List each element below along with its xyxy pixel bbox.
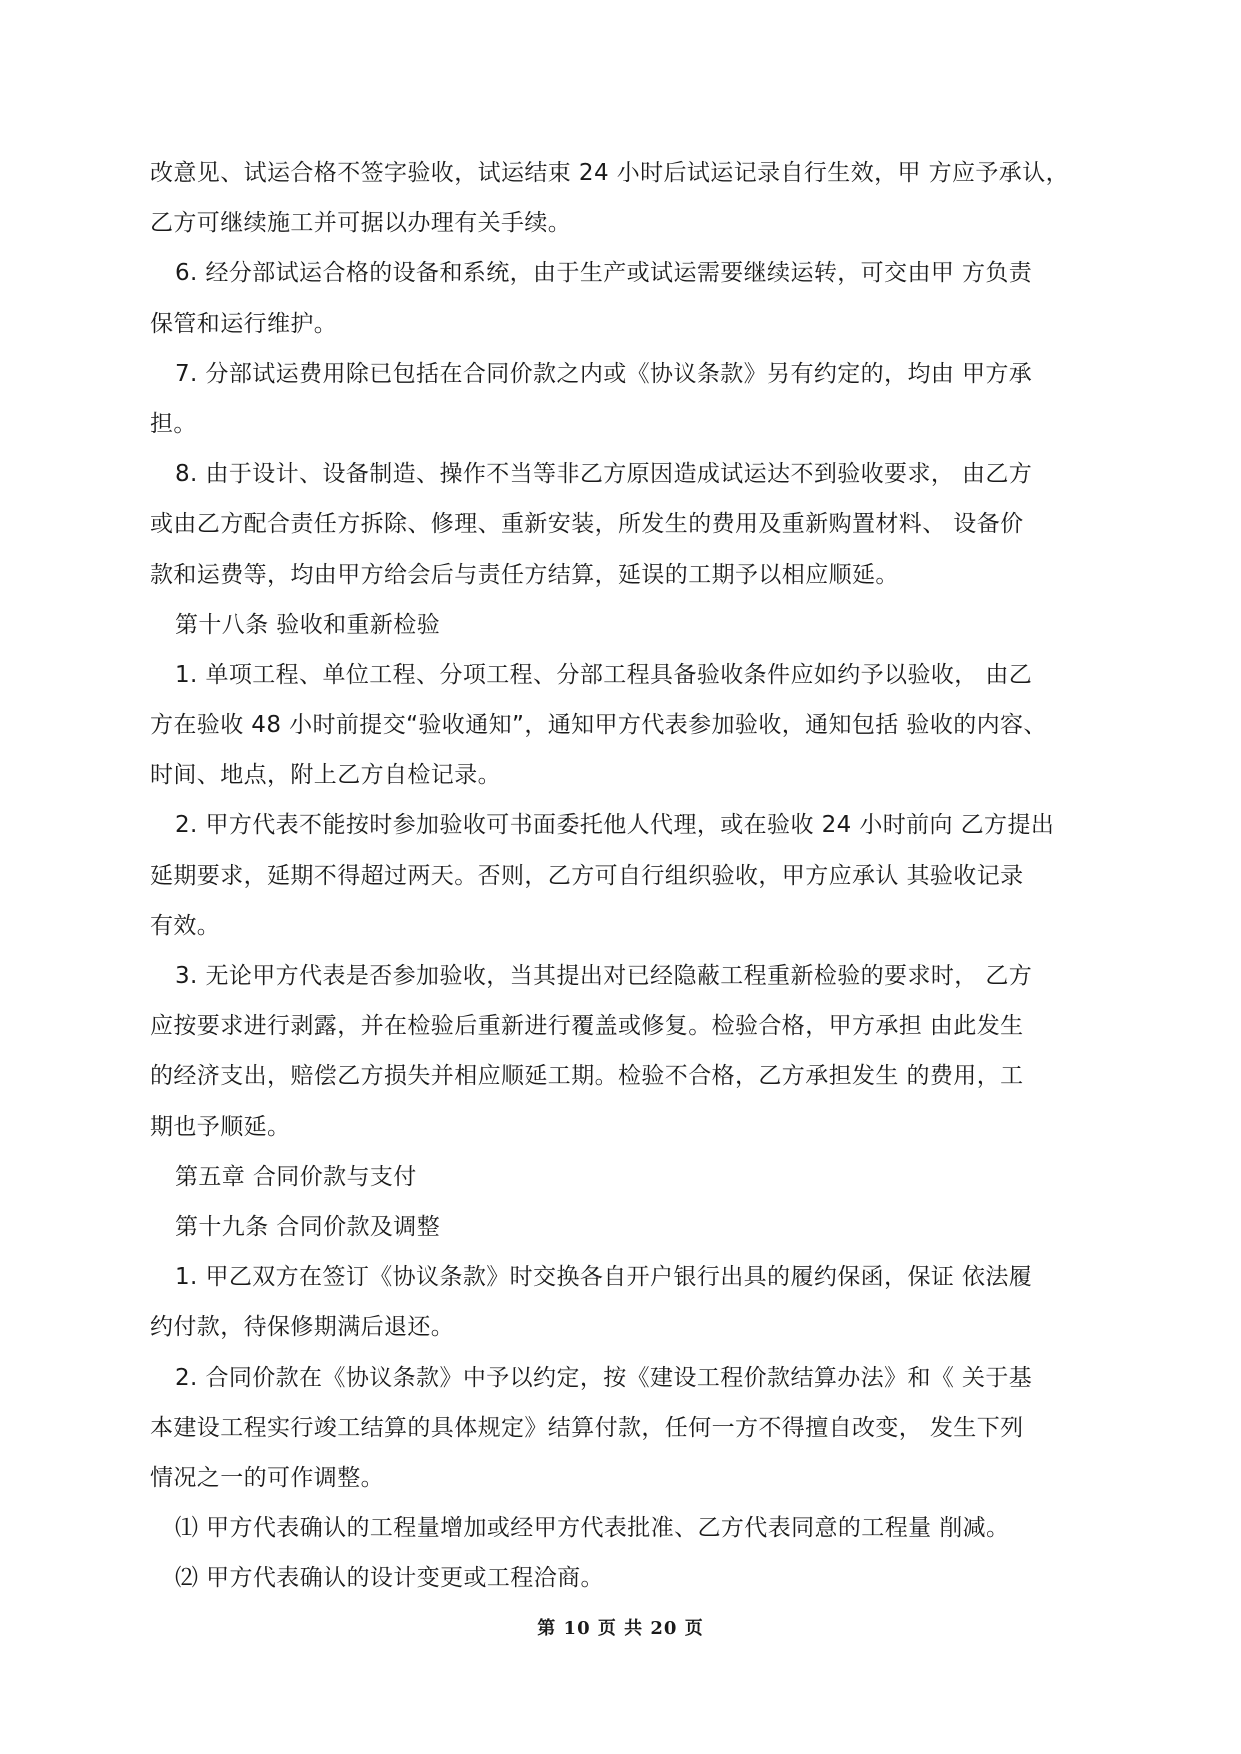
text-line: 2. 合同价款在《协议条款》中予以约定，按《建设工程价款结算办法》和《 关于基: [175, 1364, 1033, 1391]
text-line: 应按要求进行剥露，并在检验后重新进行覆盖或修复。检验合格，甲方承担 由此发生: [150, 1013, 1024, 1040]
text-line: 2. 甲方代表不能按时参加验收可书面委托他人代理，或在验收 24 小时前向 乙方提出: [175, 812, 1055, 839]
text-line: 担。: [150, 410, 197, 437]
page-number-footer: 第 10 页 共 20 页: [537, 1618, 704, 1639]
text-line: 情况之一的可作调整。: [150, 1464, 384, 1491]
text-line: 乙方可继续施工并可据以办理有关手续。: [150, 210, 572, 237]
text-line: 有效。: [150, 912, 221, 939]
text-line: 或由乙方配合责任方拆除、修理、重新安装，所发生的费用及重新购置材料、 设备价: [150, 511, 1024, 538]
text-line: 款和运费等，均由甲方给会后与责任方结算，延误的工期予以相应顺延。: [150, 561, 899, 588]
text-line: 期也予顺延。: [150, 1113, 291, 1140]
text-line: 延期要求，延期不得超过两天。否则，乙方可自行组织验收，甲方应承认 其验收记录: [150, 862, 1024, 889]
text-line: 6. 经分部试运合格的设备和系统，由于生产或试运需要继续运转，可交由甲 方负责: [175, 260, 1033, 287]
section-heading: 第十九条 合同价款及调整: [175, 1213, 441, 1240]
text-line: 改意见、试运合格不签字验收，试运结束 24 小时后试运记录自行生效，甲 方应予承认，: [150, 160, 1069, 186]
list-item: ⑵ 甲方代表确认的设计变更或工程洽商。: [175, 1565, 604, 1592]
text-line: 的经济支出，赔偿乙方损失并相应顺延工期。检验不合格，乙方承担发生 的费用，工: [150, 1063, 1024, 1090]
text-line: 本建设工程实行竣工结算的具体规定》结算付款，任何一方不得擅自改变， 发生下列: [150, 1414, 1024, 1441]
text-line: 1. 甲乙双方在签订《协议条款》时交换各自开户银行出具的履约保函，保证 依法履: [175, 1264, 1033, 1291]
document-body: [150, 148, 1098, 1603]
text-line: 3. 无论甲方代表是否参加验收，当其提出对已经隐蔽工程重新检验的要求时， 乙方: [175, 963, 1033, 989]
text-line: 时间、地点，附上乙方自检记录。: [150, 762, 501, 789]
text-line: 约付款，待保修期满后退还。: [150, 1314, 455, 1341]
list-item: ⑴ 甲方代表确认的工程量增加或经甲方代表批准、乙方代表同意的工程量 削减。: [175, 1515, 1010, 1542]
chapter-heading: 第五章 合同价款与支付: [175, 1163, 417, 1190]
text-line: 8. 由于设计、设备制造、操作不当等非乙方原因造成试运达不到验收要求， 由乙方: [175, 461, 1033, 488]
text-line: 保管和运行维护。: [150, 310, 338, 337]
text-line: 方在验收 48 小时前提交“验收通知”，通知甲方代表参加验收，通知包括 验收的内容、: [150, 712, 1047, 739]
section-heading: 第十八条 验收和重新检验: [175, 611, 441, 638]
text-line: 1. 单项工程、单位工程、分项工程、分部工程具备验收条件应如约予以验收， 由乙: [175, 661, 1033, 688]
text-line: 7. 分部试运费用除已包括在合同价款之内或《协议条款》另有约定的，均由 甲方承: [175, 360, 1033, 387]
